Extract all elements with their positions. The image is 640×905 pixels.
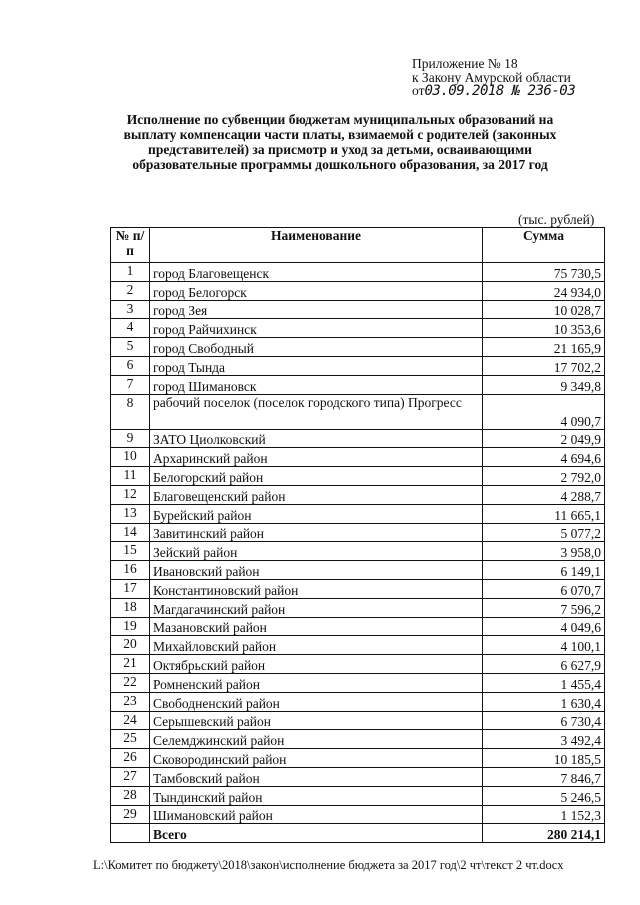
row-number: 16 (111, 561, 150, 580)
table-row (111, 617, 605, 636)
row-sum: 4 090,7 (483, 394, 605, 429)
row-name: Магдагачинский район (150, 598, 483, 617)
row-sum: 3 492,4 (483, 730, 605, 749)
row-number: 26 (111, 749, 150, 768)
table-row (111, 300, 605, 319)
table-body (111, 263, 605, 843)
appendix-block (412, 57, 575, 99)
table-row (111, 673, 605, 692)
row-name: Ромненский район (150, 673, 483, 692)
row-number: 22 (111, 673, 150, 692)
row-number: 7 (111, 375, 150, 394)
row-number: 28 (111, 786, 150, 805)
row-name: ЗАТО Циолковский (150, 429, 483, 448)
table-header-row (111, 228, 605, 263)
row-sum: 10 353,6 (483, 319, 605, 338)
appendix-date-prefix: от (412, 83, 425, 98)
row-name: Белогорский район (150, 467, 483, 486)
table-row (111, 655, 605, 674)
row-sum: 6 070,7 (483, 579, 605, 598)
appendix-number: Приложение № 18 (412, 56, 518, 71)
row-sum: 10 028,7 (483, 300, 605, 319)
row-number: 5 (111, 338, 150, 357)
table-row (111, 319, 605, 338)
row-name: Ивановский район (150, 561, 483, 580)
row-sum: 1 630,4 (483, 692, 605, 711)
document-title: Исполнение по субвенции бюджетам муниципальных образований на выплату компенсации части платы, взимаемой с родителей (законных представителей) за присмотр и уход за детьми, осваивающими образовательные программы дошкольного образования, за 2017 год (123, 112, 557, 172)
row-name: город Шимановск (150, 375, 483, 394)
row-number: 14 (111, 523, 150, 542)
subsidy-table (110, 227, 605, 843)
row-sum: 24 934,0 (483, 281, 605, 300)
table-row (111, 749, 605, 768)
row-name: город Белогорск (150, 281, 483, 300)
row-name: город Райчихинск (150, 319, 483, 338)
row-number: 19 (111, 617, 150, 636)
row-name: Константиновский район (150, 579, 483, 598)
table-row (111, 636, 605, 655)
row-sum: 4 100,1 (483, 636, 605, 655)
row-number: 2 (111, 281, 150, 300)
table-row (111, 523, 605, 542)
row-name: рабочий поселок (поселок городского типа) Прогресс (150, 394, 483, 429)
row-sum: 17 702,2 (483, 356, 605, 375)
row-number: 3 (111, 300, 150, 319)
units-label: (тыс. рублей) (518, 212, 595, 227)
row-number: 17 (111, 579, 150, 598)
header-name: Наименование (150, 228, 483, 263)
row-name: Тамбовский район (150, 767, 483, 786)
row-sum: 21 165,9 (483, 338, 605, 357)
row-name: Благовещенский район (150, 485, 483, 504)
total-sum: 280 214,1 (483, 824, 605, 843)
row-number: 6 (111, 356, 150, 375)
table-row (111, 394, 605, 429)
row-name: город Свободный (150, 338, 483, 357)
table-row (111, 485, 605, 504)
row-number: 15 (111, 542, 150, 561)
row-sum: 1 455,4 (483, 673, 605, 692)
row-name: Шимановский район (150, 805, 483, 824)
total-num (111, 824, 150, 843)
row-name: город Зея (150, 300, 483, 319)
row-number: 4 (111, 319, 150, 338)
row-sum: 4 288,7 (483, 485, 605, 504)
row-sum: 4 049,6 (483, 617, 605, 636)
table-row (111, 767, 605, 786)
row-number: 27 (111, 767, 150, 786)
row-name: Серышевский район (150, 711, 483, 730)
table-row (111, 338, 605, 357)
row-sum: 1 152,3 (483, 805, 605, 824)
row-name: Зейский район (150, 542, 483, 561)
row-sum: 10 185,5 (483, 749, 605, 768)
row-number: 20 (111, 636, 150, 655)
row-name: Бурейский район (150, 504, 483, 523)
row-number: 9 (111, 429, 150, 448)
row-number: 23 (111, 692, 150, 711)
row-number: 1 (111, 263, 150, 282)
appendix-date-line (412, 84, 575, 99)
row-sum: 2 792,0 (483, 467, 605, 486)
row-number: 21 (111, 655, 150, 674)
table-row (111, 561, 605, 580)
handwritten-date: 03.09.2018 № 236-03 (424, 83, 576, 99)
file-path-footer: L:\Комитет по бюджету\2018\закон\исполнение бюджета за 2017 год\2 чт\текст 2 чт.docx (93, 858, 564, 872)
row-sum: 7 846,7 (483, 767, 605, 786)
row-name: Свободненский район (150, 692, 483, 711)
row-name: Михайловский район (150, 636, 483, 655)
row-name: Октябрьский район (150, 655, 483, 674)
table-row (111, 263, 605, 282)
table-row (111, 579, 605, 598)
row-sum: 2 049,9 (483, 429, 605, 448)
row-sum: 6 627,9 (483, 655, 605, 674)
table-row (111, 598, 605, 617)
table-row (111, 281, 605, 300)
table-row (111, 692, 605, 711)
row-name: Завитинский район (150, 523, 483, 542)
table-row (111, 730, 605, 749)
row-number: 29 (111, 805, 150, 824)
row-sum: 5 246,5 (483, 786, 605, 805)
total-label: Всего (150, 824, 483, 843)
row-sum: 6 149,1 (483, 561, 605, 580)
row-number: 11 (111, 467, 150, 486)
table-row (111, 429, 605, 448)
row-number: 8 (111, 394, 150, 429)
row-sum: 9 349,8 (483, 375, 605, 394)
row-number: 12 (111, 485, 150, 504)
row-sum: 75 730,5 (483, 263, 605, 282)
table-row (111, 542, 605, 561)
table-row (111, 467, 605, 486)
row-name: Сковородинский район (150, 749, 483, 768)
table-row (111, 805, 605, 824)
row-sum: 5 077,2 (483, 523, 605, 542)
header-sum: Сумма (483, 228, 605, 263)
row-name: город Благовещенск (150, 263, 483, 282)
row-sum: 4 694,6 (483, 448, 605, 467)
table-row (111, 356, 605, 375)
table-row (111, 504, 605, 523)
row-name: Архаринский район (150, 448, 483, 467)
header-num: № п/п (111, 228, 150, 263)
row-sum: 6 730,4 (483, 711, 605, 730)
table-row (111, 375, 605, 394)
row-sum: 7 596,2 (483, 598, 605, 617)
row-name: Тындинский район (150, 786, 483, 805)
row-number: 18 (111, 598, 150, 617)
row-number: 13 (111, 504, 150, 523)
appendix-law: к Закону Амурской области (412, 69, 571, 85)
total-row (111, 824, 605, 843)
row-number: 24 (111, 711, 150, 730)
row-number: 10 (111, 448, 150, 467)
table-row (111, 711, 605, 730)
row-name: Селемджинский район (150, 730, 483, 749)
row-sum: 11 665,1 (483, 504, 605, 523)
row-name: город Тында (150, 356, 483, 375)
row-number: 25 (111, 730, 150, 749)
row-name: Мазановский район (150, 617, 483, 636)
table-row (111, 786, 605, 805)
row-sum: 3 958,0 (483, 542, 605, 561)
table-row (111, 448, 605, 467)
